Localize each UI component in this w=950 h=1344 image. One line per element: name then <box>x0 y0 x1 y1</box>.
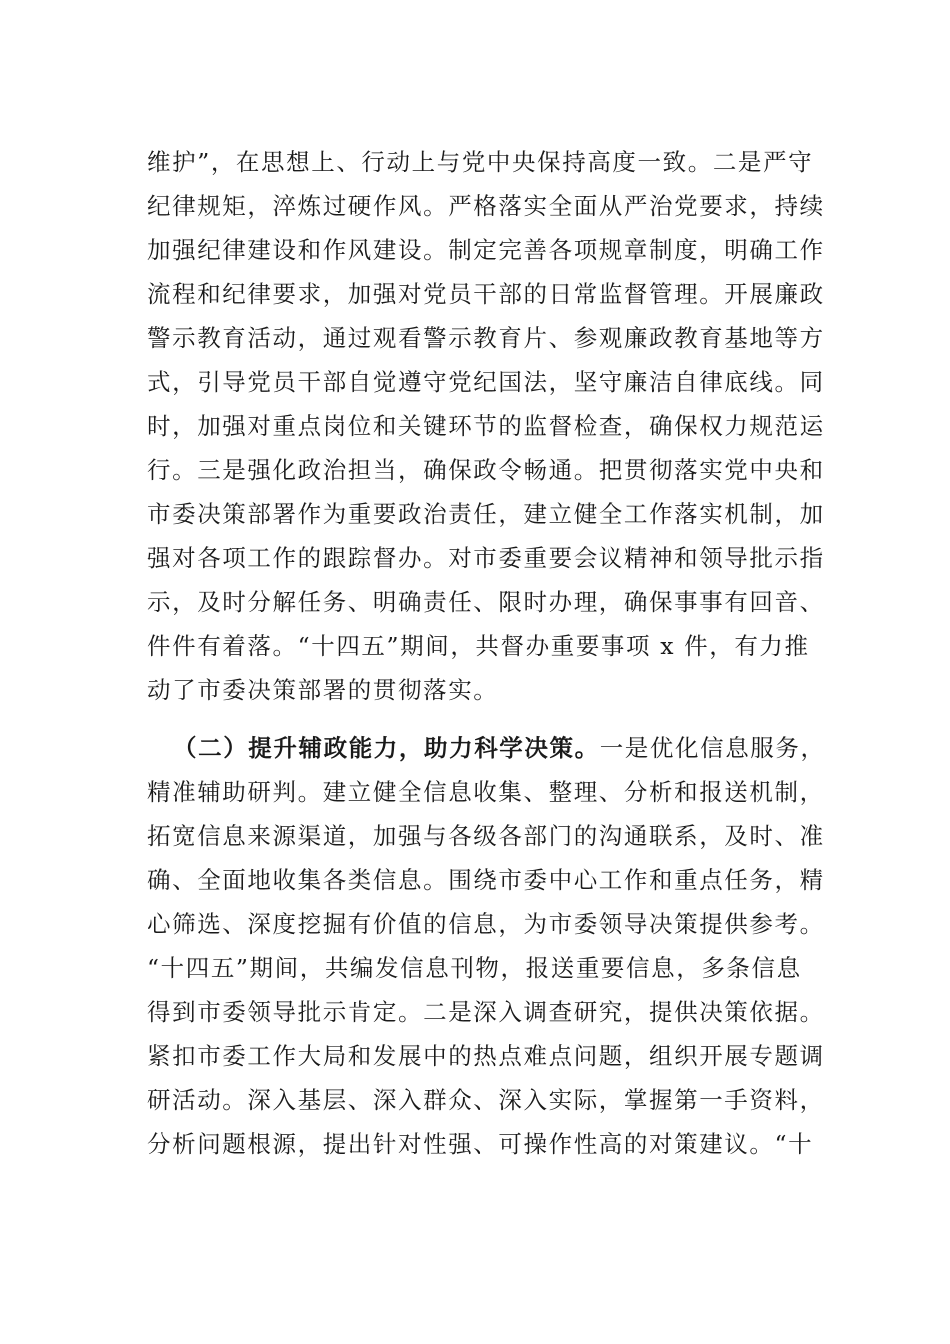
text-run: 一是优化信息服务， <box>599 734 826 762</box>
text-line: 加强纪律建设和作风建设。制定完善各项规章制度，明确工作 <box>147 236 825 264</box>
text-line: 精准辅助研判。建立健全信息收集、整理、分析和报送机制， <box>147 778 825 806</box>
paragraph-1 <box>147 140 827 712</box>
text-line: 得到市委领导批示肯定。二是深入调查研究，提供决策依据。 <box>147 998 825 1026</box>
text-line: 警示教育活动，通过观看警示教育片、参观廉政教育基地等方 <box>147 324 825 352</box>
paragraph-2 <box>147 726 827 1166</box>
text-line: 维护”，在思想上、行动上与党中央保持高度一致。二是严守 <box>147 148 814 176</box>
text-line: 研活动。深入基层、深入群众、深入实际，掌握第一手资料， <box>147 1086 825 1114</box>
text-line: 心筛选、深度挖掘有价值的信息，为市委领导决策提供参考。 <box>147 910 825 938</box>
text-line: 示，及时分解任务、明确责任、限时办理，确保事事有回音、 <box>147 588 825 616</box>
text-line: 时，加强对重点岗位和关键环节的监督检查，确保权力规范运 <box>147 412 825 440</box>
text-line: 拓宽信息来源渠道，加强与各级各部门的沟通联系，及时、准 <box>147 822 825 850</box>
text-line: 动了市委决策部署的贯彻落实。 <box>147 676 499 704</box>
text-line: 市委决策部署作为重要政治责任，建立健全工作落实机制，加 <box>147 500 825 528</box>
text-line: 分析问题根源，提出针对性强、可操作性高的对策建议。“十 <box>147 1130 814 1158</box>
section-heading: （二）提升辅政能力，助力科学决策。 <box>173 734 600 762</box>
text-line: 流程和纪律要求，加强对党员干部的日常监督管理。开展廉政 <box>147 280 825 308</box>
text-line: 确、全面地收集各类信息。围绕市委中心工作和重点任务，精 <box>147 866 825 894</box>
text-line: 强对各项工作的跟踪督办。对市委重要会议精神和领导批示指 <box>147 544 825 572</box>
text-line: 式，引导党员干部自觉遵守党纪国法，坚守廉洁自律底线。同 <box>147 368 825 396</box>
text-line: 纪律规矩，淬炼过硬作风。严格落实全面从严治党要求，持续 <box>147 192 825 220</box>
text-line: 件件有着落。“十四五”期间，共督办重要事项 x 件，有力推 <box>147 632 810 660</box>
paragraph-2-first-line <box>147 726 827 770</box>
text-line: “十四五”期间，共编发信息刊物，报送重要信息，多条信息 <box>147 954 802 982</box>
text-line: 紧扣市委工作大局和发展中的热点难点问题，组织开展专题调 <box>147 1042 825 1070</box>
text-line: 行。三是强化政治担当，确保政令畅通。把贯彻落实党中央和 <box>147 456 825 484</box>
